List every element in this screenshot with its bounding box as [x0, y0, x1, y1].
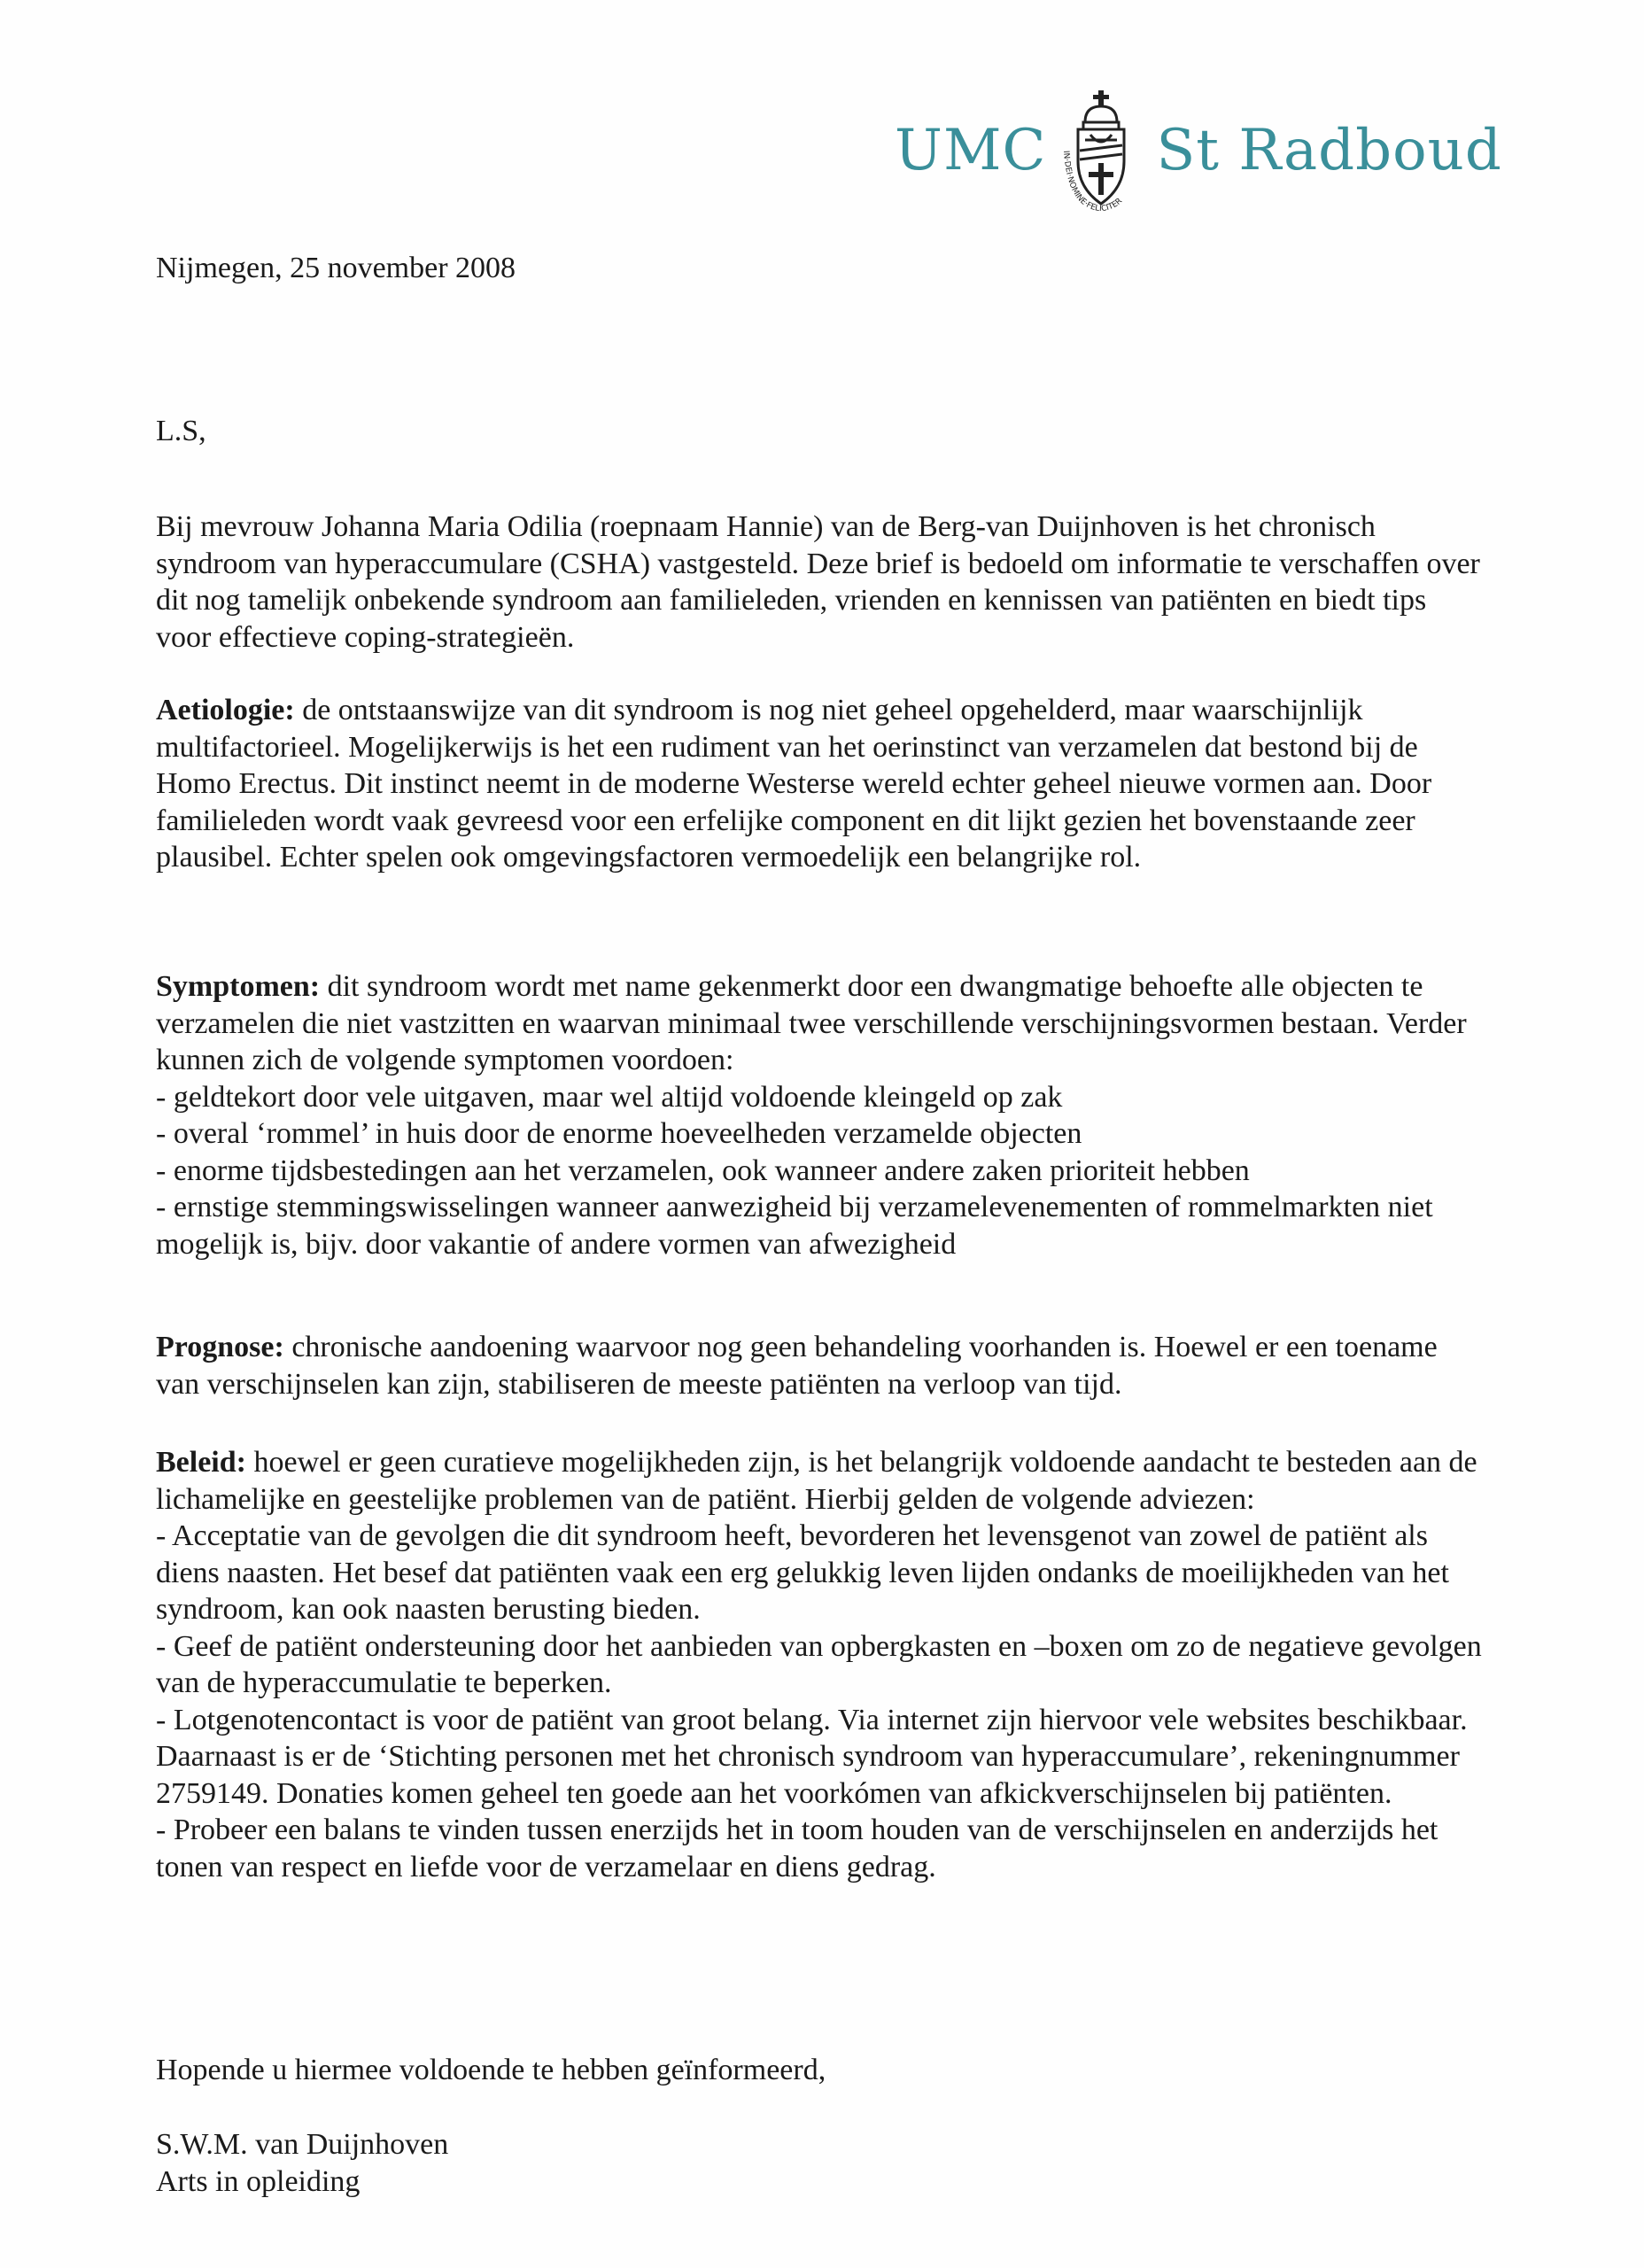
section-aetiologie [156, 692, 1485, 876]
list-item: - Acceptatie van de gevolgen die dit syndroom heeft, bevorderen het levensgenot van zowel de patiënt als diens naasten. Het besef dat patiënten vaak een erg gelukkig leven lijden ondanks de moeilijkheden van het syndroom, kan ook naasten berusting bieden. [156, 1519, 1449, 1626]
section-body: chronische aandoening waarvoor nog geen behandeling voorhanden is. Hoewel er een toename van verschijnselen kan zijn, stabiliseren de meeste patiënten na verloop van tijd. [156, 1331, 1438, 1401]
list-item: - enorme tijdsbestedingen aan het verzamelen, ook wanneer andere zaken prioriteit hebben [156, 1153, 1250, 1187]
section-prognose [156, 1329, 1485, 1402]
section-body: hoewel er geen curatieve mogelijkheden zijn, is het belangrijk voldoende aandacht te besteden aan de lichamelijke en geestelijke problemen van de patiënt. Hierbij gelden de volgende adviezen: [156, 1446, 1477, 1516]
section-heading: Symptomen: [156, 970, 321, 1003]
letterhead [895, 89, 1502, 213]
signature-title: Arts in opleiding [156, 2164, 361, 2198]
list-item: - ernstige stemmingswisselingen wanneer aanwezigheid bij verzamelevenementen of rommelmarkten niet mogelijk is, bijv. door vakantie of andere vormen van afwezigheid [156, 1191, 1433, 1261]
list-item: - Probeer een balans te vinden tussen enerzijds het in toom houden van de verschijnselen en anderzijds het tonen van respect en liefde voor de verzamelaar en diens gedrag. [156, 1814, 1438, 1884]
section-body: dit syndroom wordt met name gekenmerkt door een dwangmatige behoefte alle objecten te verzamelen die niet vastzitten en waarvan minimaal twee verschillende verschijningsvormen bestaan. Verder kunnen zich de volgende symptomen voordoen: [156, 970, 1467, 1076]
section-heading: Prognose: [156, 1331, 284, 1363]
crest-motto: IN·DEI·NOMINE·FELICITER [1061, 150, 1125, 213]
list-item: - Geef de patiënt ondersteuning door het aanbieden van opbergkasten en –boxen om zo de negatieve gevolgen van de hyperaccumulatie te beperken. [156, 1629, 1482, 1699]
list-item: - geldtekort door vele uitgaven, maar wel altijd voldoende kleingeld op zak [156, 1080, 1063, 1114]
section-heading: Beleid: [156, 1446, 246, 1479]
letterhead-st-radboud: St Radboud [1156, 118, 1502, 183]
letterhead-umc: UMC [895, 118, 1047, 183]
list-item: - overal ‘rommel’ in huis door de enorme hoeveelheden verzamelde objecten [156, 1117, 1082, 1150]
section-symptomen [156, 968, 1485, 1262]
section-beleid [156, 1444, 1485, 1885]
section-body: de ontstaanswijze van dit syndroom is nog niet geheel opgehelderd, maar waarschijnlijk multifactorieel. Mogelijkerwijs is het een rudiment van het oerinstinct van verzamelen dat bestond bij de Homo Erectus. Dit instinct neemt in de moderne Westerse wereld echter geheel nieuwe vormen aan. Door familieleden wordt vaak gevreesd voor een erfelijke component en dit lijkt gezien het bovenstaande zeer plausibel. Echter spelen ook omgevingsfactoren vermoedelijk een belangrijke rol. [156, 694, 1432, 874]
list-item: - Lotgenotencontact is voor de patiënt van groot belang. Via internet zijn hiervoor vele websites beschikbaar. Daarnaast is er de ‘Stichting personen met het chronisch syndroom van hyperaccumulare’, rekeningnummer 2759149. Donaties komen geheel ten goede aan het voorkómen van afkickverschijnselen bij patiënten. [156, 1703, 1468, 1810]
closing-line: Hopende u hiermee voldoende te hebben geïnformeerd, [156, 2054, 826, 2086]
section-heading: Aetiologie: [156, 694, 295, 726]
radboud-crest-icon [1059, 89, 1144, 213]
intro-paragraph: Bij mevrouw Johanna Maria Odilia (roepnaam Hannie) van de Berg-van Duijnhoven is het chronisch syndroom van hyperaccumulare (CSHA) vastgesteld. Deze brief is bedoeld om informatie te verschaffen over dit nog tamelijk onbekende syndroom aan familieleden, vrienden en kennissen van patiënten en biedt tips voor effectieve coping-strategieën. [156, 510, 1480, 654]
signature-name: S.W.M. van Duijnhoven [156, 2128, 449, 2161]
letter-date: Nijmegen, 25 november 2008 [156, 252, 516, 284]
signature-block [156, 2126, 1485, 2200]
letter-salutation: L.S, [156, 415, 206, 447]
